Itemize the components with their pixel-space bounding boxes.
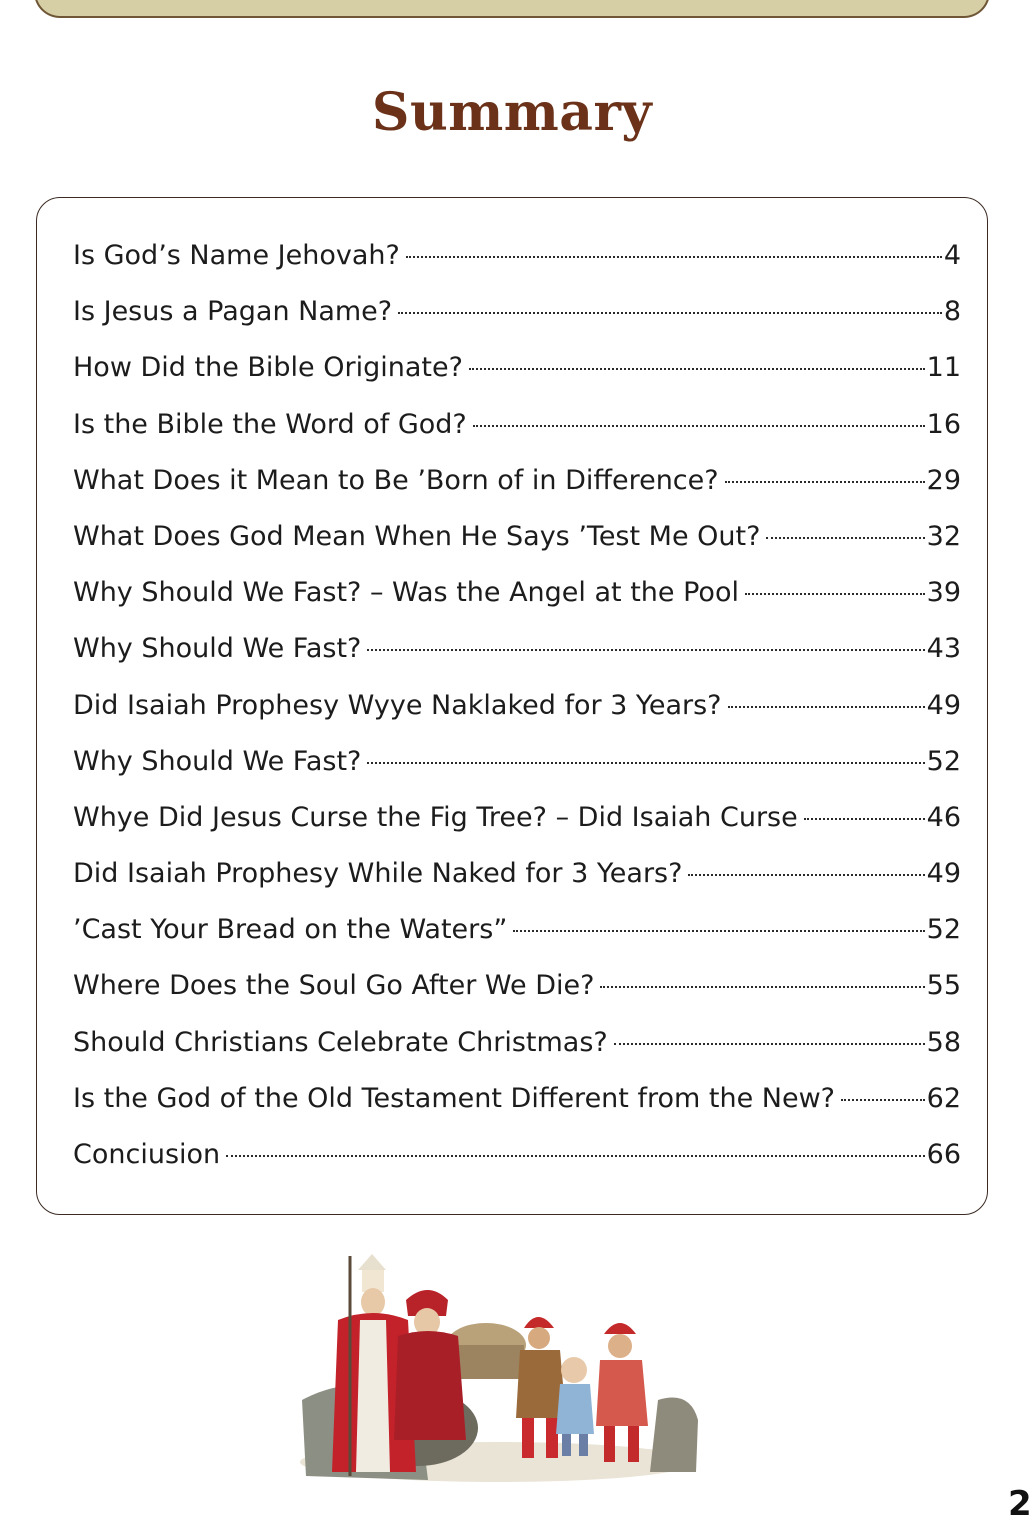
toc-dot-leader: [745, 593, 925, 595]
toc-dot-leader: [728, 706, 925, 708]
toc-entry[interactable]: [73, 734, 961, 790]
toc-entry-page: 49: [926, 689, 961, 721]
toc-entry-title: How Did the Bible Originate?: [73, 352, 463, 384]
toc-entry-title: Why Should We Fast?: [73, 745, 362, 777]
toc-entry-title: What Does God Mean When He Says ’Test Me Out?: [73, 520, 761, 552]
toc-entry[interactable]: [73, 509, 961, 565]
toc-entry-page: 8: [943, 296, 961, 328]
toc-entry-page: 58: [926, 1026, 961, 1058]
toc-entry-page: 49: [926, 858, 961, 890]
toc-entry-page: 29: [926, 464, 961, 496]
page-number: 2: [1008, 1484, 1032, 1524]
toc-entry-page: 62: [926, 1082, 961, 1114]
toc-entry[interactable]: [73, 1127, 961, 1183]
toc-entry-page: 43: [926, 633, 961, 665]
toc-entry[interactable]: [73, 678, 961, 734]
toc-entry[interactable]: [73, 846, 961, 902]
toc-entry-page: 39: [926, 577, 961, 609]
toc-entry[interactable]: [73, 958, 961, 1014]
toc-dot-leader: [367, 649, 924, 651]
toc-entry-title: Did Isaiah Prophesy Wyye Naklaked for 3 Years?: [73, 689, 722, 721]
toc-entry[interactable]: [73, 1071, 961, 1127]
toc-entry-title: Should Christians Celebrate Christmas?: [73, 1026, 608, 1058]
toc-entry[interactable]: [73, 1015, 961, 1071]
top-decorative-band: [34, 0, 990, 18]
toc-entry-title: Is God’s Name Jehovah?: [73, 240, 400, 271]
toc-entry[interactable]: [73, 902, 961, 958]
toc-entry[interactable]: [73, 284, 961, 340]
toc-entry-page: 4: [943, 240, 961, 271]
toc-entry-title: ’Cast Your Bread on the Waters”: [73, 914, 508, 946]
toc-entry-title: Whye Did Jesus Curse the Fig Tree? – Did Isaiah Curse: [73, 801, 798, 833]
toc-dot-leader: [398, 312, 942, 314]
toc-entry-page: 11: [926, 352, 961, 384]
toc-dot-leader: [804, 818, 925, 820]
toc-dot-leader: [406, 256, 942, 258]
toc-entry-title: Is the God of the Old Testament Different from the New?: [73, 1082, 835, 1114]
toc-dot-leader: [226, 1155, 924, 1157]
toc-dot-leader: [614, 1043, 925, 1045]
toc-entry-title: Is the Bible the Word of God?: [73, 408, 467, 440]
table-of-contents: [36, 197, 988, 1215]
toc-dot-leader: [600, 986, 924, 988]
toc-dot-leader: [725, 481, 925, 483]
toc-dot-leader: [513, 930, 924, 932]
toc-entry[interactable]: [73, 790, 961, 846]
toc-list: [37, 198, 987, 1183]
toc-dot-leader: [367, 762, 924, 764]
christmas-figures-illustration: [298, 1250, 702, 1486]
toc-entry-title: Where Does the Soul Go After We Die?: [73, 970, 595, 1002]
toc-entry-title: Why Should We Fast?: [73, 633, 362, 665]
toc-dot-leader: [688, 874, 924, 876]
toc-entry-title: Why Should We Fast? – Was the Angel at the Pool: [73, 577, 739, 609]
toc-entry[interactable]: [73, 565, 961, 621]
toc-entry-page: 16: [926, 408, 961, 440]
toc-entry-title: Is Jesus a Pagan Name?: [73, 296, 393, 328]
toc-entry[interactable]: [73, 228, 961, 284]
toc-entry[interactable]: [73, 340, 961, 396]
toc-entry-page: 55: [926, 970, 961, 1002]
toc-dot-leader: [841, 1099, 925, 1101]
toc-entry-page: 52: [926, 914, 961, 946]
toc-entry-page: 52: [926, 745, 961, 777]
toc-entry-title: Did Isaiah Prophesy While Naked for 3 Years?: [73, 858, 683, 890]
page-title: Summary: [371, 82, 653, 143]
toc-entry-page: 66: [926, 1139, 961, 1170]
toc-entry-title: What Does it Mean to Be ’Born of in Difference?: [73, 464, 719, 496]
toc-dot-leader: [469, 368, 925, 370]
toc-dot-leader: [766, 537, 924, 539]
toc-entry[interactable]: [73, 621, 961, 677]
toc-entry-page: 46: [926, 801, 961, 833]
toc-entry-page: 32: [926, 520, 961, 552]
toc-entry[interactable]: [73, 397, 961, 453]
toc-entry[interactable]: [73, 453, 961, 509]
toc-entry-title: Conciusion: [73, 1139, 221, 1170]
toc-dot-leader: [473, 425, 925, 427]
